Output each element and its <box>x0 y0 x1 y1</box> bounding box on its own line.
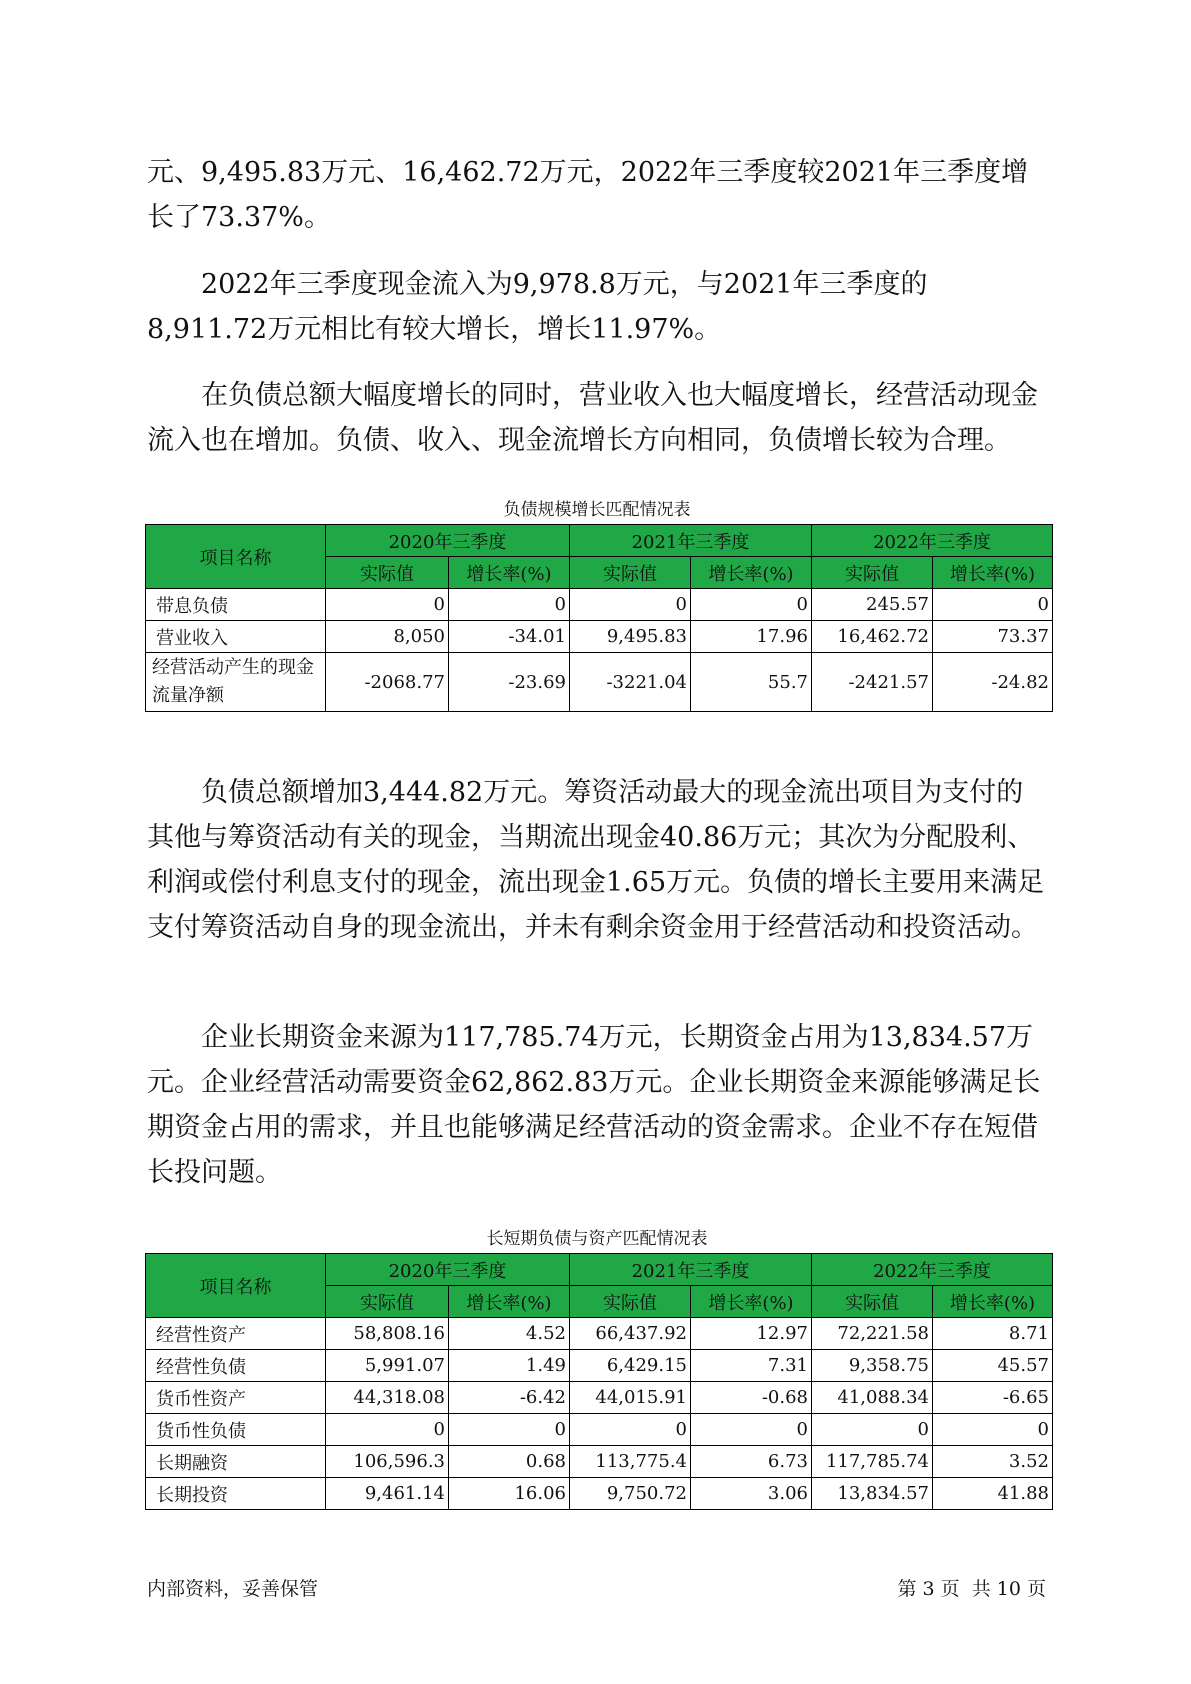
cell: 17.96 <box>691 621 812 653</box>
header-item-name: 项目名称 <box>146 525 326 589</box>
subheader-actual: 实际值 <box>570 557 691 589</box>
cell: 16.06 <box>449 1478 570 1510</box>
subheader-rate: 增长率(%) <box>449 557 570 589</box>
cell: 41.88 <box>933 1478 1053 1510</box>
cell: 245.57 <box>812 589 933 621</box>
header-item-name: 项目名称 <box>146 1254 326 1318</box>
cell: 6,429.15 <box>570 1350 691 1382</box>
header-period-2021: 2021年三季度 <box>570 525 812 557</box>
row-name: 带息负债 <box>146 589 326 621</box>
cell: 44,318.08 <box>326 1382 449 1414</box>
table-row <box>146 1318 1053 1350</box>
cell: -2421.57 <box>812 653 933 712</box>
cell: 9,461.14 <box>326 1478 449 1510</box>
cell: 7.31 <box>691 1350 812 1382</box>
cell: 0 <box>570 1414 691 1446</box>
cell: -24.82 <box>933 653 1053 712</box>
cell: 45.57 <box>933 1350 1053 1382</box>
paragraph-2: 2022年三季度现金流入为9,978.8万元，与2021年三季度的8,911.72万元相比有较大增长，增长11.97%。 <box>147 269 928 345</box>
debt-growth-table <box>145 524 1053 712</box>
asset-liability-table <box>145 1253 1053 1510</box>
cell: 9,750.72 <box>570 1478 691 1510</box>
cell: 0.68 <box>449 1446 570 1478</box>
cell: 0 <box>570 589 691 621</box>
subheader-rate: 增长率(%) <box>691 1286 812 1318</box>
footer-confidential-note: 内部资料，妥善保管 <box>147 1578 319 1600</box>
cell: 44,015.91 <box>570 1382 691 1414</box>
cell: 0 <box>449 1414 570 1446</box>
subheader-rate: 增长率(%) <box>933 1286 1053 1318</box>
cell: 0 <box>691 589 812 621</box>
cell: -6.42 <box>449 1382 570 1414</box>
row-name: 经营性资产 <box>146 1318 326 1350</box>
table2-caption: 长短期负债与资产匹配情况表 <box>486 1229 708 1249</box>
subheader-rate: 增长率(%) <box>449 1286 570 1318</box>
cell: 0 <box>933 1414 1053 1446</box>
header-period-2021: 2021年三季度 <box>570 1254 812 1286</box>
table-row <box>146 1350 1053 1382</box>
cell: 3.52 <box>933 1446 1053 1478</box>
cell: 113,775.4 <box>570 1446 691 1478</box>
row-name: 货币性负债 <box>146 1414 326 1446</box>
paragraph-5: 企业长期资金来源为117,785.74万元，长期资金占用为13,834.57万元。企业经营活动需要资金62,862.83万元。企业长期资金来源能够满足长期资金占用的需求，并且也能够满足经营活动的资金需求。企业不存在短借长投问题。 <box>147 1022 1041 1188</box>
cell: -0.68 <box>691 1382 812 1414</box>
header-period-2020: 2020年三季度 <box>326 1254 570 1286</box>
table-header-row <box>146 525 1053 557</box>
row-name: 经营性负债 <box>146 1350 326 1382</box>
footer-page-number: 第 3 页 共 10 页 <box>897 1578 1046 1600</box>
cell: 0 <box>933 589 1053 621</box>
cell: 0 <box>326 589 449 621</box>
row-name: 长期投资 <box>146 1478 326 1510</box>
cell: 58,808.16 <box>326 1318 449 1350</box>
cell: 12.97 <box>691 1318 812 1350</box>
subheader-actual: 实际值 <box>812 1286 933 1318</box>
cell: 73.37 <box>933 621 1053 653</box>
table1-caption: 负债规模增长匹配情况表 <box>503 500 691 520</box>
header-period-2022: 2022年三季度 <box>812 525 1053 557</box>
table-row <box>146 1478 1053 1510</box>
cell: 9,358.75 <box>812 1350 933 1382</box>
cell: 72,221.58 <box>812 1318 933 1350</box>
paragraph-3: 在负债总额大幅度增长的同时，营业收入也大幅度增长，经营活动现金流入也在增加。负债、收入、现金流增长方向相同，负债增长较为合理。 <box>147 380 1038 456</box>
table-row <box>146 589 1053 621</box>
table-row <box>146 1382 1053 1414</box>
table-header-row <box>146 1254 1053 1286</box>
header-period-2022: 2022年三季度 <box>812 1254 1053 1286</box>
table-row <box>146 621 1053 653</box>
subheader-rate: 增长率(%) <box>933 557 1053 589</box>
cell: 117,785.74 <box>812 1446 933 1478</box>
cell: 41,088.34 <box>812 1382 933 1414</box>
row-name: 营业收入 <box>146 621 326 653</box>
cell: 4.52 <box>449 1318 570 1350</box>
cell: -23.69 <box>449 653 570 712</box>
subheader-actual: 实际值 <box>812 557 933 589</box>
cell: -2068.77 <box>326 653 449 712</box>
subheader-actual: 实际值 <box>570 1286 691 1318</box>
paragraph-1: 元、9,495.83万元、16,462.72万元，2022年三季度较2021年三季度增长了73.37%。 <box>147 157 1029 233</box>
cell: 66,437.92 <box>570 1318 691 1350</box>
row-name: 经营活动产生的现金流量净额 <box>146 653 326 712</box>
cell: 55.7 <box>691 653 812 712</box>
cell: 13,834.57 <box>812 1478 933 1510</box>
cell: -6.65 <box>933 1382 1053 1414</box>
header-period-2020: 2020年三季度 <box>326 525 570 557</box>
table-row <box>146 1446 1053 1478</box>
cell: 8,050 <box>326 621 449 653</box>
subheader-actual: 实际值 <box>326 557 449 589</box>
cell: -34.01 <box>449 621 570 653</box>
paragraph-4: 负债总额增加3,444.82万元。筹资活动最大的现金流出项目为支付的其他与筹资活动有关的现金，当期流出现金40.86万元；其次为分配股利、利润或偿付利息支付的现金，流出现金1.65万元。负债的增长主要用来满足支付筹资活动自身的现金流出，并未有剩余资金用于经营活动和投资活动。 <box>147 777 1045 943</box>
cell: 0 <box>326 1414 449 1446</box>
table-row <box>146 653 1053 712</box>
row-name: 货币性资产 <box>146 1382 326 1414</box>
cell: 6.73 <box>691 1446 812 1478</box>
cell: 0 <box>812 1414 933 1446</box>
subheader-rate: 增长率(%) <box>691 557 812 589</box>
row-name: 长期融资 <box>146 1446 326 1478</box>
cell: 16,462.72 <box>812 621 933 653</box>
table-row <box>146 1414 1053 1446</box>
cell: 9,495.83 <box>570 621 691 653</box>
cell: 5,991.07 <box>326 1350 449 1382</box>
cell: -3221.04 <box>570 653 691 712</box>
cell: 1.49 <box>449 1350 570 1382</box>
cell: 8.71 <box>933 1318 1053 1350</box>
cell: 0 <box>449 589 570 621</box>
cell: 106,596.3 <box>326 1446 449 1478</box>
subheader-actual: 实际值 <box>326 1286 449 1318</box>
cell: 0 <box>691 1414 812 1446</box>
cell: 3.06 <box>691 1478 812 1510</box>
